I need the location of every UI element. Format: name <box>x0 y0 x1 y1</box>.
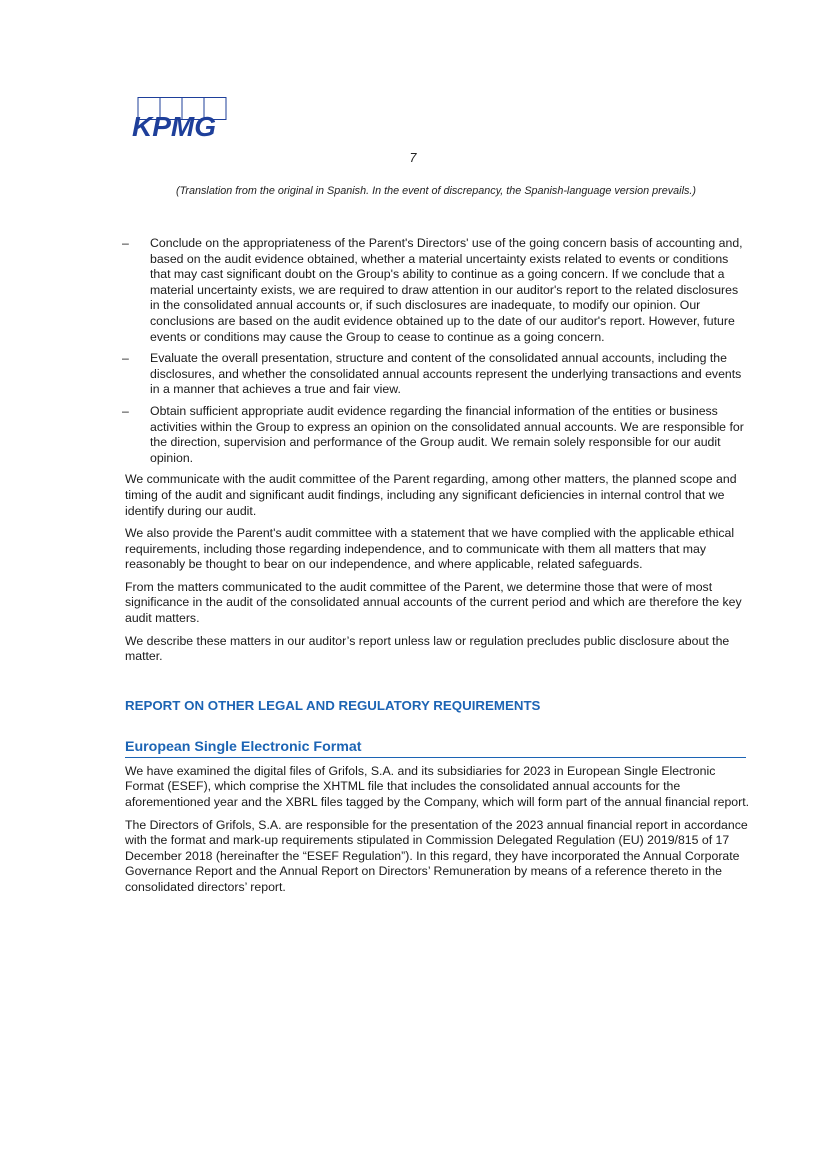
paragraph: From the matters communicated to the audit committee of the Parent, we determine those that were of most significance in the audit of the consolidated annual accounts of the current period and which are therefore the key audit matters. <box>125 579 742 626</box>
paragraph: We also provide the Parent's audit committee with a statement that we have complied with the applicable ethical requirements, including those regarding independence, and to communicate with them all matters that may reasonably be thought to bear on our independence, and where applicable, related safeguards. <box>125 526 735 572</box>
dash-marker: – <box>122 403 129 418</box>
kpmg-logo <box>131 97 241 145</box>
list-item <box>122 351 750 398</box>
report-body <box>122 236 750 903</box>
list-item-text: Obtain sufficient appropriate audit evidence regarding the financial information of the entities or business activities within the Group to express an opinion on the consolidated annual accounts. We are responsible for the direction, supervision and performance of the Group audit. We remain solely responsible for our audit opinion. <box>150 403 744 465</box>
paragraph: We describe these matters in our auditor’s report unless law or regulation precludes public disclosure about the matter. <box>125 633 730 664</box>
list-item <box>122 403 750 466</box>
logo-text: KPMG <box>132 111 216 142</box>
page-number: 7 <box>409 151 417 165</box>
list-item <box>122 236 750 345</box>
paragraph: We have examined the digital files of Grifols, S.A. and its subsidiaries for 2023 in European Single Electronic Format (ESEF), which comprise the XHTML file that includes the consolidated annual accounts for the aforementioned year and the XBRL files tagged by the Company, which will form part of the annual financial report. <box>125 763 750 810</box>
section-heading: REPORT ON OTHER LEGAL AND REGULATORY REQUIREMENTS <box>125 697 541 713</box>
kpmg-logo-mark <box>131 97 241 145</box>
subheading-text: European Single Electronic Format <box>125 738 362 755</box>
paragraph: We communicate with the audit committee of the Parent regarding, among other matters, the planned scope and timing of the audit and significant audit findings, including any significant deficiencies in internal control that we identify during our audit. <box>125 472 737 518</box>
responsibilities-list <box>122 236 750 466</box>
paragraph: The Directors of Grifols, S.A. are responsible for the presentation of the 2023 annual financial report in accordance with the format and mark-up requirements stipulated in Commission Delegated Regulation (EU) 2019/815 of 17 December 2018 (hereinafter the “ESEF Regulation”). In this regard, they have incorporated the Annual Corporate Governance Report and the Annual Report on Directors’ Remuneration by means of a reference thereto in the consolidated directors’ report. <box>125 817 748 894</box>
dash-marker: – <box>122 236 129 250</box>
dash-marker: – <box>122 351 129 366</box>
subheading <box>125 738 746 758</box>
translation-note: (Translation from the original in Spanish. In the event of discrepancy, the Spanish-language version prevails.) <box>176 185 696 197</box>
list-item-text: Conclude on the appropriateness of the Parent's Directors' use of the going concern basis of accounting and, based on the audit evidence obtained, whether a material uncertainty exists related to events or conditions that may cast significant doubt on the Group's ability to continue as a going concern. If we conclude that a material uncertainty exists, we are required to draw attention in our auditor's report to the related disclosures in the consolidated annual accounts or, if such disclosures are inadequate, to modify our opinion. Our conclusions are based on the audit evidence obtained up to the date of our auditor's report. However, future events or conditions may cause the Group to cease to continue as a going concern. <box>150 236 743 344</box>
list-item-text: Evaluate the overall presentation, structure and content of the consolidated annual accounts, including the disclosures, and whether the consolidated annual accounts represent the underlying transactions and events in a manner that achieves a true and fair view. <box>150 351 742 397</box>
